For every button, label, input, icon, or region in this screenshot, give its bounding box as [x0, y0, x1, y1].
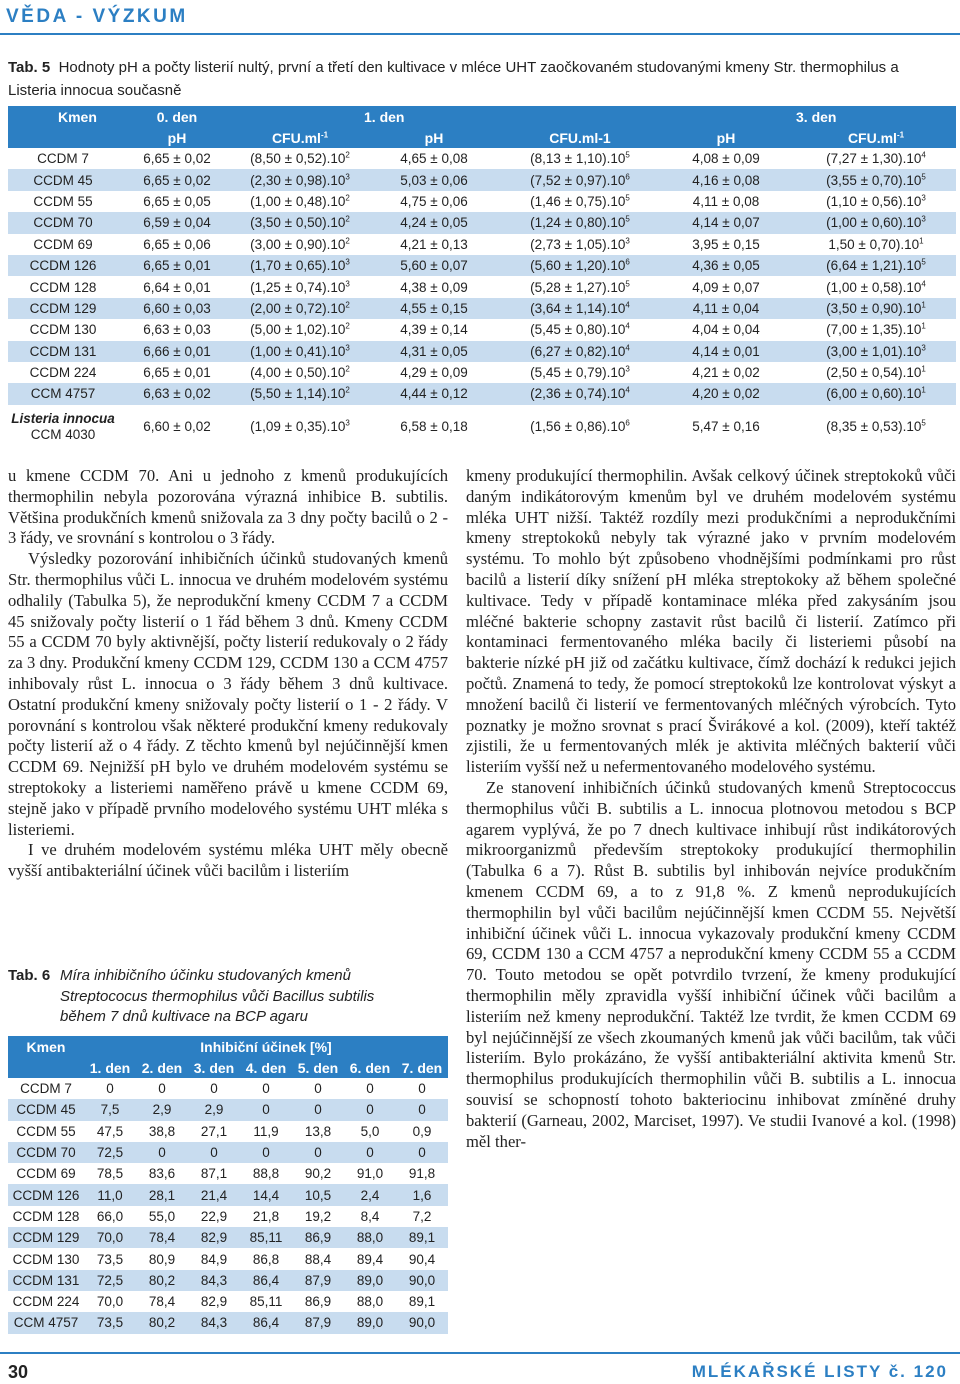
- cfu-exponent: 2: [345, 193, 350, 203]
- cfu-exponent: 6: [625, 257, 630, 267]
- strain-cell: CCM 4757: [8, 1312, 84, 1333]
- table6-header-days: [8, 1057, 448, 1078]
- left-column-text: [8, 466, 448, 882]
- cfu-exponent: 3: [345, 257, 350, 267]
- cfu-exponent: 3: [625, 364, 630, 374]
- value-cell: 19,2: [304, 1208, 332, 1224]
- strain-cell: CCDM 128: [29, 279, 97, 295]
- table-row: [8, 298, 956, 319]
- value-cell: 87,1: [200, 1166, 228, 1182]
- cfu-exponent: 3: [921, 343, 926, 353]
- value-cell: 80,9: [148, 1251, 176, 1267]
- table-row: [8, 1078, 448, 1099]
- cfu-exponent: 2: [345, 385, 350, 395]
- value-cell: 91,8: [408, 1166, 436, 1182]
- cfu-cell: $(7,00 \pm 1,35).10^1$: [826, 321, 926, 338]
- strain-cell: CCM 4757: [8, 383, 118, 404]
- cfu-exponent: 2: [345, 321, 350, 331]
- value-cell: 88,8: [252, 1166, 280, 1182]
- cfu-cell: $1,50 \pm 0,70).10^1$: [828, 236, 924, 252]
- header-divider: [0, 33, 960, 35]
- cfu-exponent: 2: [345, 300, 350, 310]
- cfu-cell: $(6,27 \pm 0,82).10^4$: [504, 341, 656, 362]
- cfu-exponent: 3: [345, 279, 350, 289]
- table-row: [8, 383, 956, 404]
- table6-caption-line: Míra inhibičního účinku studovaných kmenů: [60, 967, 351, 984]
- ph-cell: 4,44 ± 0,12: [364, 383, 504, 404]
- ph-cell: 6,60 ± 0,02: [143, 418, 211, 434]
- table-row: [8, 191, 956, 212]
- cfu-cell: $(3,50 \pm 0,90).10^1$: [796, 298, 956, 319]
- ph-cell: 6,59 ± 0,04: [118, 212, 236, 233]
- value-cell: 86,8: [252, 1251, 280, 1267]
- value-cell: 73,5: [96, 1251, 124, 1267]
- value-cell: 90,4: [408, 1251, 436, 1267]
- table-row: [8, 341, 956, 362]
- value-cell: 88,0: [344, 1227, 396, 1248]
- table-row: [8, 1248, 448, 1269]
- strain-cell: CCDM 131: [8, 341, 118, 362]
- table-row: [8, 319, 956, 340]
- strain-cell: CCDM 45: [8, 169, 118, 190]
- value-cell: 0: [344, 1142, 396, 1163]
- value-cell: 8,4: [360, 1208, 380, 1224]
- paragraph: u kmene CCDM 70. Ani u jednoho z kmenů produkujících thermophilin nebyla pozorována výrazná inhibice B. subtilis. Většina produkčních kmenů snižovala za 3 dny počty bacilů o 2 - 3 řády, ve srovnání s kontrolou o 3 řády.: [8, 466, 448, 548]
- value-cell: 10,5: [292, 1184, 344, 1205]
- value-cell: 0: [314, 1081, 322, 1097]
- table-row: [8, 1163, 448, 1184]
- ph-cell: 4,38 ± 0,09: [400, 279, 468, 295]
- cfu-cell: $(1,09 \pm 0,35).10^3$: [250, 418, 350, 434]
- ph-cell: 4,21 ± 0,02: [692, 365, 760, 381]
- cfu-exponent: 1: [921, 300, 926, 310]
- strain-cell: CCDM 126: [8, 255, 118, 276]
- table5-header-ph: pH: [118, 127, 236, 148]
- strain-cell: CCDM 55: [33, 193, 93, 209]
- value-cell: 0: [188, 1142, 240, 1163]
- table5-header-ph: pH: [656, 127, 796, 148]
- cfu-exponent: 2: [345, 236, 350, 246]
- ph-cell: 4,31 ± 0,05: [364, 341, 504, 362]
- value-cell: 0: [292, 1142, 344, 1163]
- table-row: [8, 1142, 448, 1163]
- value-cell: 0: [344, 1099, 396, 1120]
- cfu-cell: $(3,00 \pm 0,90).10^2$: [250, 236, 350, 252]
- ph-cell: 4,14 ± 0,07: [656, 212, 796, 233]
- cfu-cell: $(1,56 \pm 0,86).10^6$: [530, 418, 630, 434]
- cfu-cell: $(1,00 \pm 0,41).10^3$: [236, 341, 364, 362]
- value-cell: 55,0: [148, 1208, 176, 1224]
- value-cell: 86,9: [292, 1227, 344, 1248]
- table5: [8, 106, 956, 449]
- strain-cell: CCDM 7: [37, 151, 89, 167]
- ph-cell: 6,65 ± 0,01: [143, 365, 211, 381]
- paragraph: Ze stanovení inhibičních účinků studovaných kmenů Streptococcus thermophilus vůči B. subtilis a L. innocua plotnovou metodou s BCP agarem vyplývá, že po 7 dnech kultivace inhibují růst indikátorových mikroorganizmů především streptokoky produkující thermophilin (Tabulka 6 a 7). Růst B. subtilis byl inhibován nejvíce produkčním kmenem CCDM 69, a to z 91,8 %. Z kmenů neprodukujících thermophilin byl vůči bacilům nejúčinnější kmen CCDM 55. Největší inhibiční účinek vůči L. innocua vykazovaly produkční kmeny CCDM 69, CCDM 130 a CCM 4757 a neprodukční kmeny CCDM 55 a CCDM 70. Touto metodou se opět potvrdilo tvrzení, že kmeny produkující thermophilin měly zpravidla vyšší inhibiční účinek vůči bacilům a listeriím než kmeny neprodukční. Taktéž lze tvrdit, že kmen CCDM 69 byl nejúčinnější ze všech zkoumaných kmenů jak vůči bacilům, tak vůči listeriím. Bylo prokázáno, že vyšší antibakteriální aktivita kmenů Str. thermophilus produkujících thermophilin vůči B. subtilis a L. innocua souvisí se schopností tohoto bakteriocinu inhibovat zmíněné druhy bakterií (Garneau, 2002, Marciset, 1997). Ve studii Ivanové a kol. (1998) měl ther-: [466, 777, 956, 1151]
- strain-cell: CCDM 224: [12, 1294, 80, 1310]
- cfu-cell: $(1,46 \pm 0,75).10^5$: [530, 193, 630, 209]
- value-cell: 88,0: [356, 1294, 384, 1310]
- value-cell: 14,4: [240, 1184, 292, 1205]
- cfu-cell: $(5,00 \pm 1,02).10^2$: [250, 321, 350, 338]
- ph-cell: 4,11 ± 0,04: [656, 298, 796, 319]
- ph-cell: 4,14 ± 0,01: [656, 341, 796, 362]
- cfu-exponent: 2: [345, 214, 350, 224]
- value-cell: 0: [106, 1081, 114, 1097]
- value-cell: 86,9: [304, 1294, 332, 1310]
- value-cell: 80,2: [136, 1312, 188, 1333]
- ph-cell: 4,04 ± 0,04: [692, 322, 760, 338]
- page-number: 30: [8, 1362, 29, 1382]
- cfu-cell: $(1,00 \pm 0,48).10^2$: [250, 193, 350, 209]
- cfu-exponent: 1: [921, 364, 926, 374]
- cfu-exponent: 3: [921, 193, 926, 203]
- table5-header-day3: 3. den: [796, 106, 956, 127]
- ph-cell: 6,66 ± 0,01: [118, 341, 236, 362]
- cfu-exponent: 5: [625, 279, 630, 289]
- ph-cell: 6,65 ± 0,06: [143, 236, 211, 252]
- paragraph: kmeny produkující thermophilin. Avšak celkový účinek streptokoků vůči daným indikátorovým kmenům byl ve druhém modelovém systému mléka UHT nižší. Taktéž rozdíly mezi produkčními a neprodukčními kmeny streptokoků nebyly tak výrazné jako v prvním modelovém systému. To mohlo být způsobeno vhodnějšími podmínkami pro růst bacilů a listerií díky snížení pH mléka streptokoky až během společné kultivace. Tedy v případě kontaminace mléka před zakysáním jsou mléčné bakterie schopny zastavit růst bacilů či listerií. Zatímco při kontaminaci fermentovaného mléka bacily či listeriemi působí na bakterie nízké pH již od začátku kultivace, čímž dochází k redukci jejich počtů. Znamená to tedy, že pomocí streptokoků lze kontrolovat výskyt a množení bacilů či listerií ve fermentovaných mléčných výrobcích. Tyto poznatky je možno srovnat s prací Švirákové a kol. (2009), kteří taktéž zjistili, že u fermentovaných mlék je aktivita mléčných bakterií vůči listeriím vyšší než u nefermentovaného modelového systému.: [466, 466, 956, 777]
- value-cell: 47,5: [96, 1123, 124, 1139]
- cfu-cell: $(6,00 \pm 0,60).10^1$: [796, 383, 956, 404]
- value-cell: 0: [136, 1142, 188, 1163]
- ph-cell: 4,09 ± 0,07: [692, 279, 760, 295]
- value-cell: 0: [262, 1081, 270, 1097]
- cfu-exponent: 3: [921, 214, 926, 224]
- table-row: [8, 362, 956, 383]
- table6-header-group: [8, 1036, 448, 1057]
- value-cell: 86,4: [240, 1312, 292, 1333]
- table5-header-cfu: $CFU.ml^{-1}$: [236, 127, 364, 148]
- cfu-cell: $(2,50 \pm 0,54).10^1$: [826, 364, 926, 381]
- cfu-cell: $(8,13 \pm 1,10).10^5$: [530, 150, 630, 167]
- table6: [8, 1036, 448, 1334]
- cfu-cell: $(6,64 \pm 1,21).10^5$: [796, 255, 956, 276]
- table-row: [8, 1121, 448, 1142]
- table-row: [8, 1291, 448, 1312]
- table-row: [8, 234, 956, 255]
- cfu-exponent: 5: [921, 257, 926, 267]
- ph-cell: 6,63 ± 0,02: [118, 383, 236, 404]
- cfu-cell: $(3,64 \pm 1,14).10^4$: [504, 298, 656, 319]
- value-cell: 21,8: [252, 1208, 280, 1224]
- strain-cell: [8, 405, 118, 449]
- table-row: [8, 255, 956, 276]
- value-cell: 87,9: [292, 1270, 344, 1291]
- cfu-cell: $(4,00 \pm 0,50).10^2$: [250, 364, 350, 381]
- table5-header-kmen: Kmen: [8, 106, 118, 127]
- value-cell: 2,9: [136, 1099, 188, 1120]
- value-cell: 11,9: [253, 1123, 279, 1139]
- value-cell: 2,4: [344, 1184, 396, 1205]
- cfu-exponent: 3: [345, 172, 350, 182]
- table-row: [8, 1270, 448, 1291]
- strain-cell: CCDM 130: [29, 322, 97, 338]
- strain-cell: CCDM 69: [16, 1166, 76, 1182]
- value-cell: 0,9: [412, 1123, 432, 1139]
- cfu-exponent: 4: [625, 321, 630, 331]
- cfu-cell: $(5,28 \pm 1,27).10^5$: [530, 279, 630, 295]
- value-cell: 0: [418, 1081, 426, 1097]
- cfu-cell: $(2,36 \pm 0,74).10^4$: [504, 383, 656, 404]
- table5-caption-text: Hodnoty pH a počty listerií nultý, první a třetí den kultivace v mléce UHT zaočkovaném studovanými kmeny Str. thermophilus a Listeria innocua současně: [8, 59, 899, 99]
- strain-cell: CCDM 45: [8, 1099, 84, 1120]
- cfu-exponent: 2: [345, 364, 350, 374]
- table6-header-day: 7. den: [396, 1057, 448, 1078]
- value-cell: 85,11: [249, 1294, 283, 1310]
- table-row: [8, 1227, 448, 1248]
- value-cell: 90,0: [396, 1312, 448, 1333]
- value-cell: 84,3: [188, 1312, 240, 1333]
- ph-cell: 4,36 ± 0,05: [656, 255, 796, 276]
- value-cell: 70,0: [84, 1227, 136, 1248]
- cfu-cell: $(7,27 \pm 1,30).10^4$: [826, 150, 926, 167]
- section-header: VĚDA - VÝZKUM: [6, 6, 188, 27]
- ph-cell: 4,20 ± 0,02: [656, 383, 796, 404]
- ph-cell: 3,95 ± 0,15: [692, 236, 760, 252]
- strain-cell: CCDM 70: [8, 212, 118, 233]
- table6-caption-line: během 7 dnů kultivace na BCP agaru: [60, 1008, 308, 1025]
- value-cell: 89,4: [356, 1251, 384, 1267]
- paragraph: Výsledky pozorování inhibičních účinků studovaných kmenů Str. thermophilus vůči L. innocua ve druhém modelovém systému odhalily (Tabulka 5), že neprodukční kmeny CCDM 7 a CCDM 45 snižovaly počty listerií o 1 řád během 3 dnů. Kmeny CCDM 55 a CCDM 70 byly aktivnější, počty listerií redukovaly o 2 řády za 3 dny. Produkční kmeny CCDM 129, CCDM 130 a CCM 4757 inhibovaly růst L. innocua o 3 řády během 3 dnů kultivace. Ostatní produkční kmeny snižovaly počty listerií o 1 - 2 řády. V porovnání s kontrolou však některé produkční kmeny redukovaly počty listerií až o 4 řády. Z těchto kmenů byl nejúčinnější kmen CCDM 69. Nejnižší pH bylo ve druhém modelovém systému se streptokoky a listeriemi naměřeno právě u kmene CCDM 69, stejně jako v případě prvního modelového systému UHT mléka s listeriemi.: [8, 549, 448, 839]
- right-column-text: [466, 466, 956, 1152]
- ph-cell: 6,65 ± 0,02: [118, 169, 236, 190]
- ph-cell: 4,16 ± 0,08: [656, 169, 796, 190]
- cfu-exponent: 5: [625, 193, 630, 203]
- cfu-exponent: 5: [625, 214, 630, 224]
- ph-cell: 6,63 ± 0,03: [143, 322, 211, 338]
- ph-cell: 4,21 ± 0,13: [400, 236, 468, 252]
- value-cell: 70,0: [96, 1294, 124, 1310]
- table6-header-day: 2. den: [136, 1057, 188, 1078]
- cfu-cell: $(2,73 \pm 1,05).10^3$: [530, 236, 630, 252]
- ph-cell: 4,65 ± 0,08: [400, 151, 468, 167]
- cfu-cell: $(2,30 \pm 0,98).10^3$: [236, 169, 364, 190]
- ph-cell: 6,65 ± 0,02: [143, 151, 211, 167]
- value-cell: 89,1: [408, 1294, 436, 1310]
- cfu-exponent: 5: [921, 172, 926, 182]
- value-cell: 82,9: [188, 1227, 240, 1248]
- cfu-cell: $(1,00 \pm 0,58).10^4$: [826, 279, 926, 295]
- value-cell: 90,2: [304, 1166, 332, 1182]
- value-cell: 0: [240, 1142, 292, 1163]
- table-row: [8, 1312, 448, 1333]
- cfu-exponent: 5: [921, 418, 926, 428]
- table6-caption-line: Streptococus thermophilus vůči Bacillus subtilis: [60, 987, 375, 1005]
- strain-cell: CCDM 224: [29, 365, 97, 381]
- value-cell: 22,9: [200, 1208, 228, 1224]
- footer-divider: [0, 1352, 960, 1354]
- strain-cell: CCDM 126: [8, 1184, 84, 1205]
- cfu-cell: $(1,24 \pm 0,80).10^5$: [504, 212, 656, 233]
- value-cell: 91,0: [356, 1166, 384, 1182]
- value-cell: 38,8: [148, 1123, 176, 1139]
- cfu-cell: $(3,00 \pm 1,01).10^3$: [796, 341, 956, 362]
- value-cell: 7,2: [412, 1208, 432, 1224]
- ph-cell: 5,03 ± 0,06: [364, 169, 504, 190]
- cfu-cell: $(1,10 \pm 0,56).10^3$: [826, 193, 926, 209]
- cfu-cell: $(7,52 \pm 0,97).10^6$: [504, 169, 656, 190]
- cfu-exponent: 3: [345, 343, 350, 353]
- cfu-exponent: 3: [345, 418, 350, 428]
- table6-header-day: 3. den: [188, 1057, 240, 1078]
- table5-header-ph: pH: [364, 127, 504, 148]
- value-cell: 90,0: [396, 1270, 448, 1291]
- value-cell: 89,0: [344, 1312, 396, 1333]
- ph-cell: 4,75 ± 0,06: [400, 193, 468, 209]
- value-cell: 82,9: [200, 1294, 228, 1310]
- value-cell: 84,9: [200, 1251, 228, 1267]
- cfu-cell: $(2,00 \pm 0,72).10^2$: [236, 298, 364, 319]
- value-cell: 5,0: [360, 1123, 380, 1139]
- value-cell: 78,5: [96, 1166, 124, 1182]
- ph-cell: 4,11 ± 0,08: [692, 193, 760, 209]
- table-row: [8, 169, 956, 190]
- value-cell: 72,5: [84, 1270, 136, 1291]
- value-cell: 73,5: [84, 1312, 136, 1333]
- cfu-exponent: 6: [625, 172, 630, 182]
- cfu-cell: $(1,00 \pm 0,60).10^3$: [796, 212, 956, 233]
- ph-cell: 6,65 ± 0,01: [118, 255, 236, 276]
- paragraph: I ve druhém modelovém systému mléka UHT měly obecně vyšší antibakteriální účinek vůči bacilům i listeriím: [8, 840, 448, 881]
- value-cell: 89,0: [344, 1270, 396, 1291]
- table6-number: Tab. 6: [8, 967, 51, 984]
- strain-cell: CCDM 129: [8, 1227, 84, 1248]
- strain-cell: CCDM 55: [16, 1123, 76, 1139]
- table6-header-kmen: Kmen: [8, 1036, 84, 1057]
- cfu-exponent: 4: [625, 300, 630, 310]
- value-cell: 86,4: [240, 1270, 292, 1291]
- cfu-cell: $(3,50 \pm 0,50).10^2$: [236, 212, 364, 233]
- cfu-cell: $(1,25 \pm 0,74).10^3$: [250, 279, 350, 295]
- value-cell: 80,2: [136, 1270, 188, 1291]
- strain-cell: CCDM 7: [20, 1081, 72, 1097]
- value-cell: 2,9: [188, 1099, 240, 1120]
- strain-cell: CCDM 131: [8, 1270, 84, 1291]
- value-cell: 1,6: [396, 1184, 448, 1205]
- table-row: [8, 1099, 448, 1120]
- strain-cell: CCDM 130: [12, 1251, 80, 1267]
- table6-header-day: 1. den: [84, 1057, 136, 1078]
- value-cell: 0: [366, 1081, 374, 1097]
- table6-header-group-label: Inhibiční účinek [%]: [84, 1036, 448, 1057]
- table-row: [8, 1184, 448, 1205]
- cfu-exponent: 1: [921, 385, 926, 395]
- table5-number: Tab. 5: [8, 59, 51, 76]
- value-cell: 0: [396, 1142, 448, 1163]
- value-cell: 89,1: [396, 1227, 448, 1248]
- cfu-exponent: 4: [921, 150, 926, 160]
- value-cell: 78,4: [148, 1294, 176, 1310]
- value-cell: 21,4: [188, 1184, 240, 1205]
- strain-cell: CCDM 129: [8, 298, 118, 319]
- strain-cell: CCDM 128: [12, 1208, 80, 1224]
- value-cell: 11,0: [84, 1184, 136, 1205]
- ph-cell: 4,55 ± 0,15: [364, 298, 504, 319]
- table5-header-units: [8, 127, 956, 148]
- table5-header-day1: 1. den: [364, 106, 504, 127]
- table-row: [8, 148, 956, 169]
- value-cell: 28,1: [136, 1184, 188, 1205]
- cfu-cell: $(1,70 \pm 0,65).10^3$: [236, 255, 364, 276]
- cfu-exponent: 1: [921, 321, 926, 331]
- cfu-cell: $(5,45 \pm 0,79).10^3$: [530, 364, 630, 381]
- value-cell: 85,11: [240, 1227, 292, 1248]
- cfu-cell: $(8,50 \pm 0,52).10^2$: [250, 150, 350, 167]
- value-cell: 88,4: [304, 1251, 332, 1267]
- value-cell: 27,1: [200, 1123, 228, 1139]
- value-cell: 83,6: [148, 1166, 176, 1182]
- strain-name-italic: Listeria innocua: [11, 410, 115, 426]
- cfu-exponent: 3: [625, 236, 630, 246]
- cfu-exponent: 4: [625, 385, 630, 395]
- cfu-exponent: 5: [625, 150, 630, 160]
- strain-cell: CCDM 69: [33, 236, 93, 252]
- strain-cell: CCDM 70: [8, 1142, 84, 1163]
- table-row: [8, 276, 956, 297]
- ph-cell: 6,60 ± 0,03: [118, 298, 236, 319]
- cfu-exponent: 1: [919, 236, 924, 246]
- value-cell: 0: [396, 1099, 448, 1120]
- ph-cell: 6,58 ± 0,18: [400, 418, 468, 434]
- cfu-cell: $(3,55 \pm 0,70).10^5$: [796, 169, 956, 190]
- table-row: [8, 405, 956, 449]
- strain-name: CCM 4030: [30, 426, 96, 442]
- ph-cell: 4,08 ± 0,09: [692, 151, 760, 167]
- value-cell: 0: [240, 1099, 292, 1120]
- cfu-cell: $(5,45 \pm 0,80).10^4$: [530, 321, 630, 338]
- value-cell: 0: [292, 1099, 344, 1120]
- ph-cell: 4,39 ± 0,14: [400, 322, 468, 338]
- ph-cell: 4,29 ± 0,09: [400, 365, 468, 381]
- value-cell: 0: [210, 1081, 218, 1097]
- table6-header-day: 5. den: [292, 1057, 344, 1078]
- value-cell: 7,5: [84, 1099, 136, 1120]
- table-row: [8, 1206, 448, 1227]
- table6-caption: [8, 966, 448, 1028]
- ph-cell: 4,24 ± 0,05: [364, 212, 504, 233]
- value-cell: 87,9: [292, 1312, 344, 1333]
- value-cell: 78,4: [136, 1227, 188, 1248]
- ph-cell: 6,65 ± 0,05: [143, 193, 211, 209]
- table5-header-day0: 0. den: [118, 106, 236, 127]
- table-row: [8, 212, 956, 233]
- value-cell: 13,8: [304, 1123, 332, 1139]
- cfu-cell: $(8,35 \pm 0,53).10^5$: [826, 418, 926, 434]
- cfu-cell: $(5,60 \pm 1,20).10^6$: [504, 255, 656, 276]
- table5-header-cfu: CFU.ml-1: [504, 127, 656, 148]
- table6-header-day: 4. den: [240, 1057, 292, 1078]
- value-cell: 84,3: [188, 1270, 240, 1291]
- cfu-exponent: 6: [625, 418, 630, 428]
- table6-header-day: 6. den: [344, 1057, 396, 1078]
- value-cell: 72,5: [84, 1142, 136, 1163]
- table5-caption: [8, 56, 948, 102]
- ph-cell: 6,64 ± 0,01: [143, 279, 211, 295]
- value-cell: 0: [158, 1081, 166, 1097]
- journal-name: MLÉKAŘSKÉ LISTY č. 120: [691, 1362, 948, 1381]
- ph-cell: 5,60 ± 0,07: [364, 255, 504, 276]
- cfu-cell: $(5,50 \pm 1,14).10^2$: [236, 383, 364, 404]
- table5-header-days: [8, 106, 956, 127]
- cfu-exponent: 4: [625, 343, 630, 353]
- table5-header-cfu: $CFU.ml^{-1}$: [796, 127, 956, 148]
- ph-cell: 5,47 ± 0,16: [692, 418, 760, 434]
- cfu-exponent: 2: [345, 150, 350, 160]
- value-cell: 66,0: [96, 1208, 124, 1224]
- cfu-exponent: 4: [921, 279, 926, 289]
